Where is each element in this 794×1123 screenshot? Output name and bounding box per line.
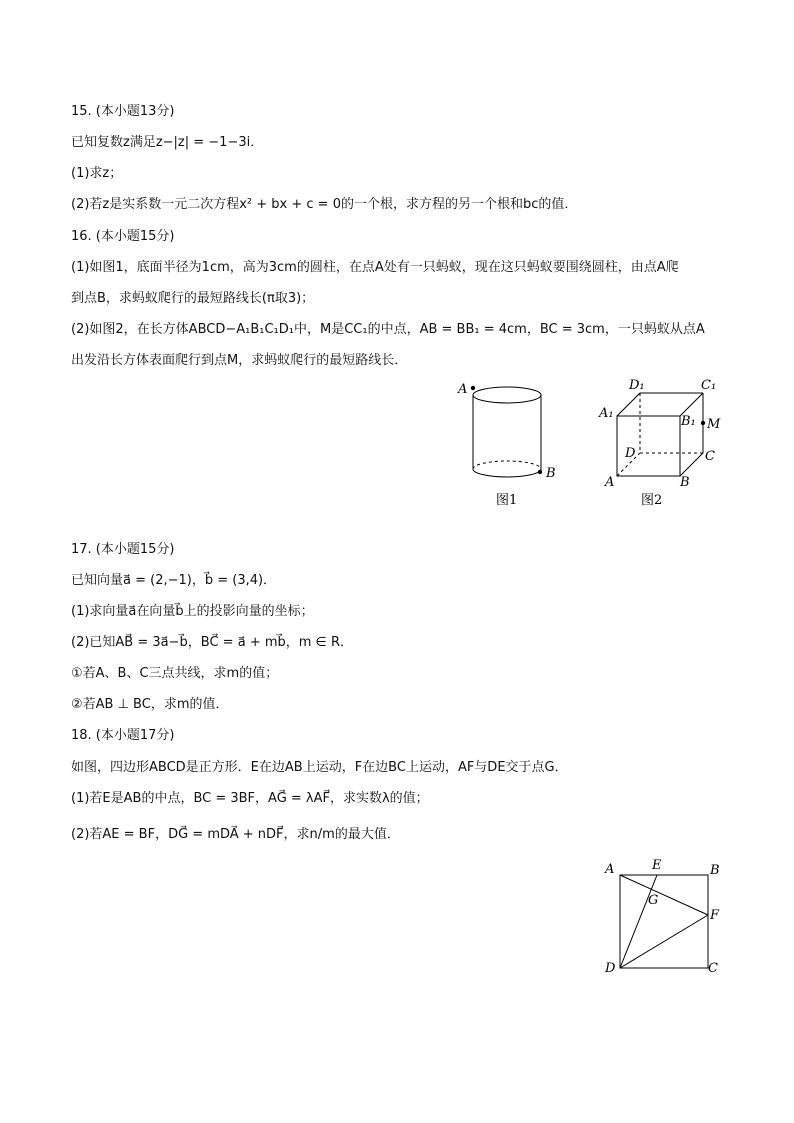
point-m [701, 421, 705, 425]
label-e: E [652, 858, 662, 873]
figure-2-caption: 图2 [641, 493, 663, 508]
figure-1-caption: 图1 [496, 493, 518, 508]
label-f: F [710, 908, 720, 923]
q17-header: 17. (本小题15分) [71, 542, 175, 557]
label-m: M [707, 417, 721, 432]
label-c: C [708, 961, 718, 976]
label-a: A [605, 475, 615, 490]
label-b1: B₁ [681, 414, 696, 429]
label-d1: D₁ [629, 378, 645, 393]
label-b: B [710, 863, 720, 878]
q18-stem: 如图，四边形ABCD是正方形．E在边AB上运动，F在边BC上运动，AF与DE交于点G． [71, 760, 568, 775]
figure-square [600, 855, 730, 980]
q15-stem: 已知复数z满足z−|z| = −1−3i． [71, 135, 264, 150]
label-a: A [458, 382, 468, 397]
q16-part2-line2: 出发沿长方体表面爬行到点M，求蚂蚁爬行的最短路线长． [71, 353, 408, 368]
q17-part2: (2)已知AB⃗ = 3a⃗−b⃗，BC⃗ = a⃗ + mb⃗，m ∈ R． [71, 635, 354, 650]
point-b [538, 470, 542, 474]
q16-part2-line1: (2)如图2，在长方体ABCD−A₁B₁C₁D₁中，M是CC₁的中点，AB = BB₁ = 4cm，BC = 3cm，一只蚂蚁从点A [71, 322, 705, 337]
label-c: C [705, 449, 715, 464]
q16-part1-line1: (1)如图1，底面半径为1cm，高为3cm的圆柱，在点A处有一只蚂蚁，现在这只蚂蚁要围绕圆柱，由点A爬 [71, 260, 679, 275]
label-b: B [680, 475, 690, 490]
label-a1: A₁ [599, 406, 614, 421]
label-g: G [648, 893, 659, 908]
label-c1: C₁ [701, 378, 717, 393]
q16-header: 16. (本小题15分) [71, 229, 175, 244]
q15-part1: (1)求z； [71, 166, 123, 181]
q16-part1-line2: 到点B，求蚂蚁爬行的最短路线长(π取3)； [71, 291, 315, 306]
q18-part1: (1)若E是AB的中点，BC = 3BF，AG⃗ = λAF⃗，求实数λ的值； [71, 791, 429, 806]
q18-header: 18. (本小题17分) [71, 728, 175, 743]
figure-1-cylinder [450, 375, 570, 510]
figure-2-cuboid [595, 375, 730, 510]
label-a: A [605, 862, 615, 877]
q18-part2: (2)若AE = BF，DG⃗ = mDA⃗ + nDF⃗，求n/m的最大值． [71, 827, 400, 842]
q17-sub2: ②若AB ⊥ BC，求m的值． [71, 697, 229, 712]
q15-part2: (2)若z是实系数一元二次方程x² + bx + c = 0的一个根，求方程的另一个根和bc的值． [71, 197, 578, 212]
q17-sub1: ①若A、B、C三点共线，求m的值； [71, 666, 279, 681]
q17-stem: 已知向量a⃗ = (2,−1)，b⃗ = (3,4)． [71, 573, 277, 588]
label-d: D [605, 961, 616, 976]
label-b: B [546, 466, 556, 481]
label-d: D [625, 446, 636, 461]
q17-part1: (1)求向量a⃗在向量b⃗上的投影向量的坐标； [71, 604, 314, 619]
point-a [471, 386, 475, 390]
q15-header: 15. (本小题13分) [71, 104, 175, 119]
